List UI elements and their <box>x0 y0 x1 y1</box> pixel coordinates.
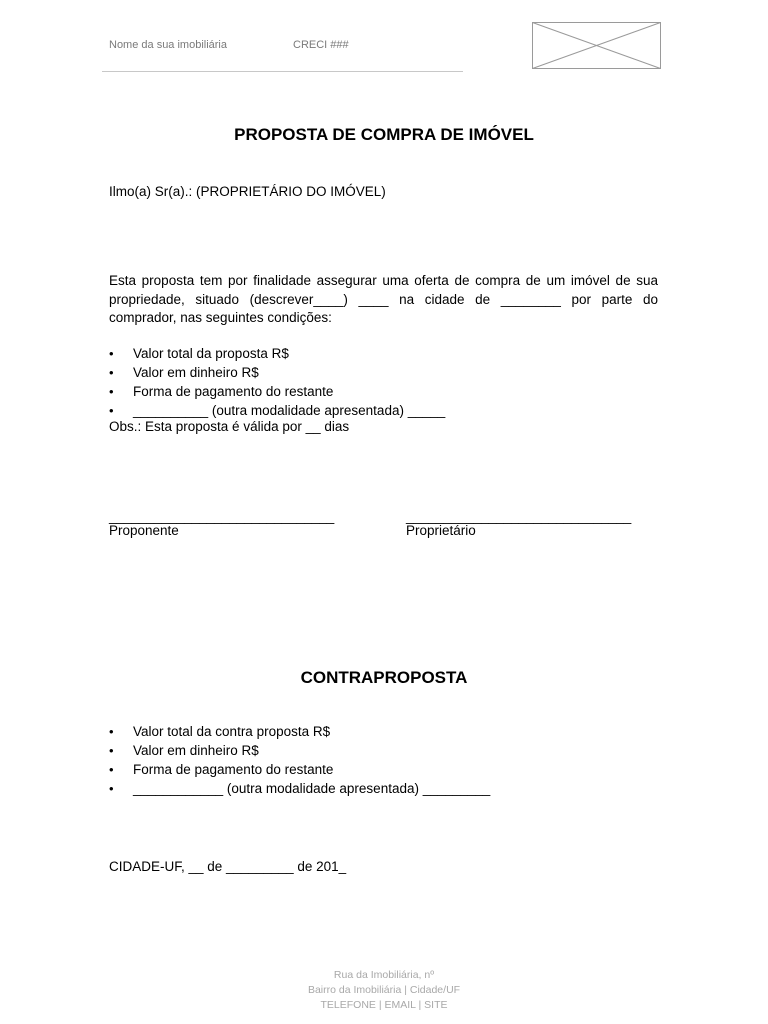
footer-address: Rua da Imobiliária, nº <box>333 969 435 981</box>
header-divider <box>102 71 463 72</box>
paragraph-line: Esta proposta tem por finalidade assegurar uma oferta de compra de um imóvel de sua <box>109 273 658 288</box>
proposal-paragraph <box>109 272 658 328</box>
footer <box>0 968 768 1013</box>
agency-name: Nome da sua imobiliária <box>109 39 227 51</box>
list-item: • __________ (outra modalidade apresentada) _____ <box>109 403 446 418</box>
list-item: • Valor em dinheiro R$ <box>109 365 259 380</box>
list-item: • Valor total da proposta R$ <box>109 346 289 361</box>
proponent-label: Proponente <box>109 523 179 538</box>
proposal-title: PROPOSTA DE COMPRA DE IMÓVEL <box>234 125 534 144</box>
owner-label: Proprietário <box>406 523 476 538</box>
creci-number: CRECI ### <box>293 39 349 51</box>
counter-proposal-title: CONTRAPROPOSTA <box>300 668 468 687</box>
logo-placeholder-icon <box>532 22 661 69</box>
list-item: • Valor em dinheiro R$ <box>109 743 259 758</box>
bullet-icon: • <box>109 346 114 361</box>
bullet-icon: • <box>109 762 114 777</box>
list-item: • Forma de pagamento do restante <box>109 762 334 777</box>
city-date-line: CIDADE-UF, __ de _________ de 201_ <box>109 859 347 874</box>
proponent-signature-line: ______________________________ <box>109 509 335 524</box>
footer-contacts: TELEFONE | EMAIL | SITE <box>320 999 448 1011</box>
bullet-icon: • <box>109 365 114 380</box>
greeting-line: Ilmo(a) Sr(a).: (PROPRIETÁRIO DO IMÓVEL) <box>109 184 386 199</box>
footer-district: Bairro da Imobiliária | Cidade/UF <box>307 984 461 996</box>
bullet-icon: • <box>109 403 114 418</box>
paragraph-line: comprador, nas seguintes condições: <box>109 310 332 325</box>
list-item: • Forma de pagamento do restante <box>109 384 334 399</box>
list-item: • Valor total da contra proposta R$ <box>109 724 331 739</box>
bullet-icon: • <box>109 781 114 796</box>
proposal-conditions-list <box>109 344 445 420</box>
owner-signature-line: ______________________________ <box>406 509 632 524</box>
list-item: • ____________ (outra modalidade apresentada) _________ <box>109 781 491 796</box>
paragraph-line: propriedade, situado (descrever____) ____ na cidade de ________ por parte do <box>109 291 658 307</box>
bullet-icon: • <box>109 743 114 758</box>
bullet-icon: • <box>109 724 114 739</box>
bullet-icon: • <box>109 384 114 399</box>
counter-conditions-list <box>109 722 490 798</box>
validity-note: Obs.: Esta proposta é válida por __ dias <box>109 419 350 434</box>
